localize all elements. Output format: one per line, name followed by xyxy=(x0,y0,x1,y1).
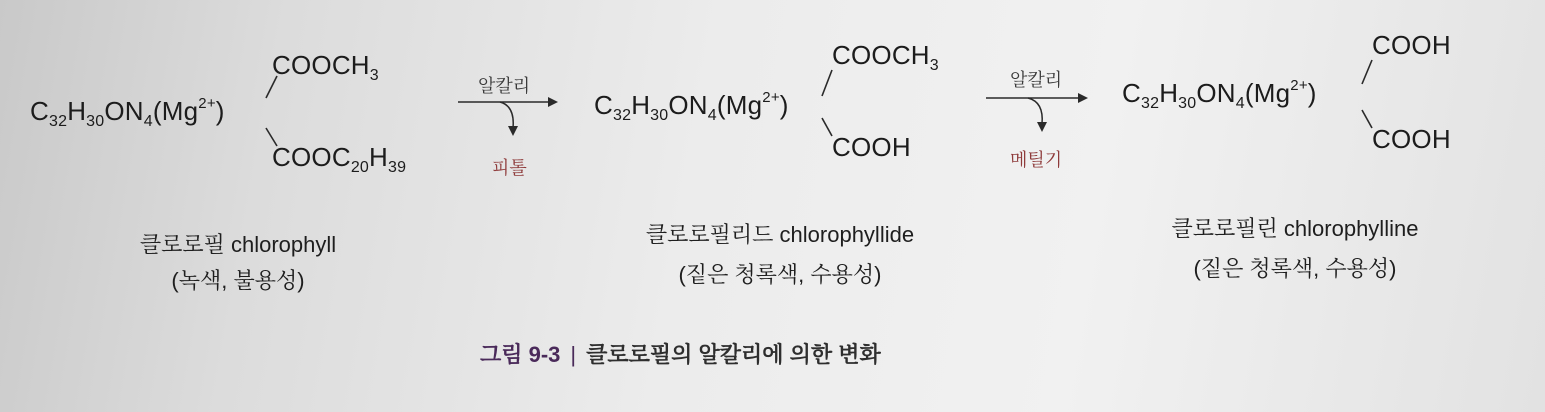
compound-1-core-formula: $C_{32}H_{30}ON_4(Mg^{2+})$ xyxy=(30,95,225,130)
compound-2-bottom-group: COOH xyxy=(832,132,911,162)
arrow-2-reagent: 알칼리 xyxy=(1010,70,1063,90)
bond-line-3-top xyxy=(1362,60,1372,84)
compound-1-name: 클로로필 chlorophyll xyxy=(139,232,337,257)
reaction-arrow-2 xyxy=(986,93,1088,132)
caption-separator: | xyxy=(570,342,577,367)
caption-text: 클로로필의 알칼리에 의한 변화 xyxy=(586,342,881,367)
compound-1-top-group: $COOCH_3$ xyxy=(272,50,379,84)
compound-1-bottom-group: $COOC_{20}H_{39}$ xyxy=(272,142,407,176)
figure-caption xyxy=(480,338,881,369)
arrow-1-byproduct: 피톨 xyxy=(492,158,527,178)
bond-line-3-bottom xyxy=(1362,110,1372,128)
compound-2-top-group: $COOCH_3$ xyxy=(832,40,939,74)
figure-number: 그림 9-3 xyxy=(480,342,561,367)
arrow-1-reagent: 알칼리 xyxy=(478,76,531,96)
bond-line-2-top xyxy=(822,70,832,96)
compound-3-top-group: COOH xyxy=(1372,30,1451,60)
compound-3-property: (짙은 청록색, 수용성) xyxy=(1193,256,1397,281)
compound-3-core-formula: $C_{32}H_{30}ON_4(Mg^{2+})$ xyxy=(1122,77,1317,112)
compound-2-property: (짙은 청록색, 수용성) xyxy=(678,262,882,287)
reaction-arrow-1 xyxy=(458,97,558,136)
compound-2-core-formula: $C_{32}H_{30}ON_4(Mg^{2+})$ xyxy=(594,89,789,124)
compound-3-bottom-group: COOH xyxy=(1372,124,1451,154)
compound-3-name: 클로로필린 chlorophylline xyxy=(1171,216,1419,241)
compound-1-property: (녹색, 불용성) xyxy=(171,268,305,293)
bond-line-2-bottom xyxy=(822,118,832,136)
arrow-2-byproduct: 메틸기 xyxy=(1010,150,1063,170)
compound-2-name: 클로로필리드 chlorophyllide xyxy=(645,222,915,247)
